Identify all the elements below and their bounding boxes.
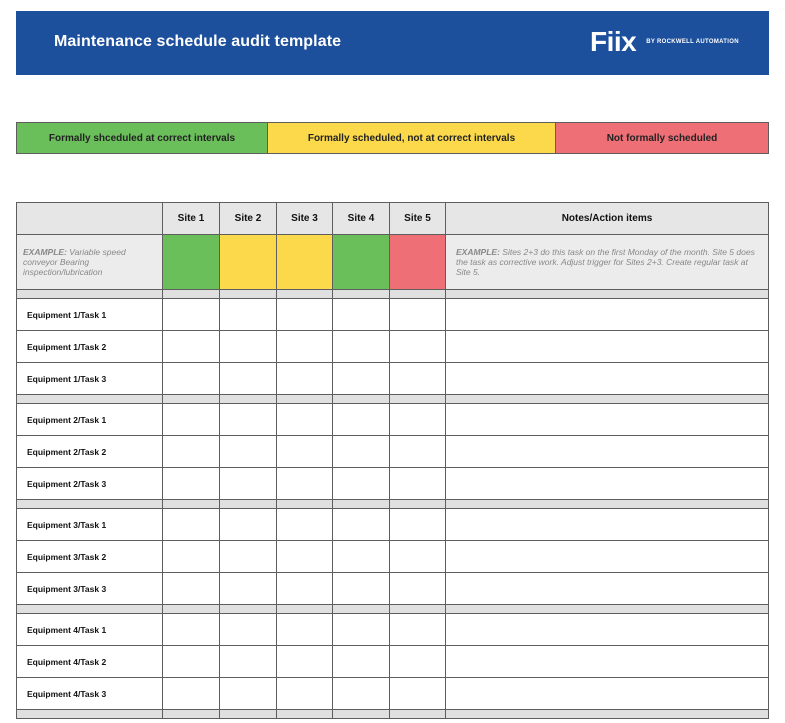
site-3-cell[interactable] [277,509,333,541]
column-header: Site 2 [220,203,277,235]
separator-cell [390,500,446,509]
separator-cell [333,710,390,719]
site-1-cell[interactable] [163,614,220,646]
site-2-cell[interactable] [220,404,277,436]
separator-cell [446,605,769,614]
table-row [17,468,769,500]
separator-cell [390,290,446,299]
column-header: Notes/Action items [446,203,769,235]
site-1-cell[interactable] [163,541,220,573]
site-1-cell[interactable] [163,468,220,500]
separator-cell [390,395,446,404]
group-separator [17,605,769,614]
site-5-cell[interactable] [390,331,446,363]
table-row [17,573,769,605]
separator-cell [163,605,220,614]
separator-cell [163,395,220,404]
separator-cell [163,290,220,299]
site-4-cell[interactable] [333,614,390,646]
site-5-cell[interactable] [390,299,446,331]
site-4-cell[interactable] [333,509,390,541]
separator-cell [390,605,446,614]
separator-cell [333,500,390,509]
notes-cell[interactable] [446,436,769,468]
separator-cell [277,500,333,509]
site-1-cell[interactable] [163,646,220,678]
example-notes [446,235,769,290]
logo-mark: Fiix [590,26,637,57]
site-2-cell[interactable] [220,541,277,573]
notes-cell[interactable] [446,541,769,573]
table-row [17,363,769,395]
notes-cell[interactable] [446,299,769,331]
column-header: Site 1 [163,203,220,235]
site-3-cell[interactable] [277,363,333,395]
example-status-cell[interactable] [163,235,220,290]
task-label: Equipment 1/Task 2 [17,331,163,363]
separator-cell [446,395,769,404]
site-5-cell[interactable] [390,436,446,468]
notes-cell[interactable] [446,509,769,541]
notes-cell[interactable] [446,614,769,646]
example-notes-prefix: EXAMPLE: [456,247,500,257]
notes-cell[interactable] [446,573,769,605]
task-label: Equipment 4/Task 2 [17,646,163,678]
task-label: Equipment 3/Task 2 [17,541,163,573]
site-1-cell[interactable] [163,331,220,363]
separator-cell [220,605,277,614]
site-4-cell[interactable] [333,573,390,605]
column-header [17,203,163,235]
legend [16,122,769,154]
site-2-cell[interactable] [220,331,277,363]
task-label: Equipment 1/Task 3 [17,363,163,395]
site-1-cell[interactable] [163,678,220,710]
task-label: Equipment 4/Task 3 [17,678,163,710]
site-3-cell[interactable] [277,646,333,678]
table-header-row [17,203,769,235]
site-3-cell[interactable] [277,331,333,363]
example-status-cell[interactable] [390,235,446,290]
separator-cell [17,290,163,299]
notes-cell[interactable] [446,646,769,678]
example-status-cell[interactable] [333,235,390,290]
site-1-cell[interactable] [163,509,220,541]
site-4-cell[interactable] [333,331,390,363]
site-2-cell[interactable] [220,436,277,468]
notes-cell[interactable] [446,363,769,395]
example-status-cell[interactable] [220,235,277,290]
logo-tagline: BY ROCKWELL AUTOMATION [646,39,739,45]
legend-yellow: Formally scheduled, not at correct intervals [267,123,555,153]
site-1-cell[interactable] [163,299,220,331]
site-2-cell[interactable] [220,646,277,678]
example-label-text: Variable speed conveyor Bearing inspection/lubrication [23,247,126,277]
site-5-cell[interactable] [390,573,446,605]
site-5-cell[interactable] [390,678,446,710]
page-title: Maintenance schedule audit template [54,33,342,50]
table-row [17,646,769,678]
example-notes-text: Sites 2+3 do this task on the first Monday of the month. Site 5 does the task as corrective work. Adjust trigger for Sites 2+3. Create regular task at Site 5. [456,247,755,277]
site-3-cell[interactable] [277,436,333,468]
example-status-cell[interactable] [277,235,333,290]
site-5-cell[interactable] [390,614,446,646]
notes-cell[interactable] [446,331,769,363]
site-5-cell[interactable] [390,509,446,541]
group-separator [17,710,769,719]
example-label-prefix: EXAMPLE: [23,247,67,257]
site-2-cell[interactable] [220,299,277,331]
site-4-cell[interactable] [333,646,390,678]
separator-cell [220,395,277,404]
site-1-cell[interactable] [163,363,220,395]
table-row [17,404,769,436]
separator-cell [163,500,220,509]
site-3-cell[interactable] [277,541,333,573]
site-2-cell[interactable] [220,468,277,500]
group-separator [17,500,769,509]
header-banner [16,11,769,75]
site-4-cell[interactable] [333,363,390,395]
table-row [17,331,769,363]
site-3-cell[interactable] [277,678,333,710]
separator-cell [446,500,769,509]
site-3-cell[interactable] [277,614,333,646]
separator-cell [220,710,277,719]
site-1-cell[interactable] [163,436,220,468]
separator-cell [17,605,163,614]
table-row [17,509,769,541]
site-3-cell[interactable] [277,468,333,500]
task-label: Equipment 1/Task 1 [17,299,163,331]
notes-cell[interactable] [446,404,769,436]
site-3-cell[interactable] [277,299,333,331]
separator-cell [333,395,390,404]
legend-green: Formally shceduled at correct intervals [17,123,267,153]
notes-cell[interactable] [446,468,769,500]
site-5-cell[interactable] [390,541,446,573]
separator-cell [277,605,333,614]
group-separator [17,290,769,299]
task-label: Equipment 2/Task 3 [17,468,163,500]
separator-cell [163,710,220,719]
task-label: Equipment 3/Task 3 [17,573,163,605]
task-label: Equipment 2/Task 2 [17,436,163,468]
column-header: Site 3 [277,203,333,235]
site-1-cell[interactable] [163,573,220,605]
site-5-cell[interactable] [390,363,446,395]
group-separator [17,395,769,404]
site-5-cell[interactable] [390,468,446,500]
task-label: Equipment 2/Task 1 [17,404,163,436]
separator-cell [220,500,277,509]
site-2-cell[interactable] [220,509,277,541]
column-header: Site 5 [390,203,446,235]
separator-cell [390,710,446,719]
site-4-cell[interactable] [333,299,390,331]
task-label: Equipment 4/Task 1 [17,614,163,646]
site-3-cell[interactable] [277,573,333,605]
separator-cell [277,710,333,719]
table-row [17,678,769,710]
separator-cell [17,395,163,404]
separator-cell [446,710,769,719]
table-row [17,614,769,646]
separator-cell [446,290,769,299]
separator-cell [277,290,333,299]
site-4-cell[interactable] [333,436,390,468]
site-4-cell[interactable] [333,404,390,436]
separator-cell [17,500,163,509]
site-2-cell[interactable] [220,363,277,395]
table-row [17,299,769,331]
site-1-cell[interactable] [163,404,220,436]
site-3-cell[interactable] [277,404,333,436]
audit-table [16,202,769,719]
example-label [17,235,163,290]
separator-cell [17,710,163,719]
table-row [17,541,769,573]
site-5-cell[interactable] [390,646,446,678]
site-2-cell[interactable] [220,573,277,605]
legend-red: Not formally scheduled [555,123,768,153]
notes-cell[interactable] [446,678,769,710]
separator-cell [277,395,333,404]
site-4-cell[interactable] [333,678,390,710]
example-row [17,235,769,290]
separator-cell [220,290,277,299]
site-2-cell[interactable] [220,678,277,710]
separator-cell [333,605,390,614]
fiix-logo [590,28,739,56]
site-4-cell[interactable] [333,468,390,500]
site-2-cell[interactable] [220,614,277,646]
site-4-cell[interactable] [333,541,390,573]
task-label: Equipment 3/Task 1 [17,509,163,541]
separator-cell [333,290,390,299]
site-5-cell[interactable] [390,404,446,436]
table-row [17,436,769,468]
column-header: Site 4 [333,203,390,235]
